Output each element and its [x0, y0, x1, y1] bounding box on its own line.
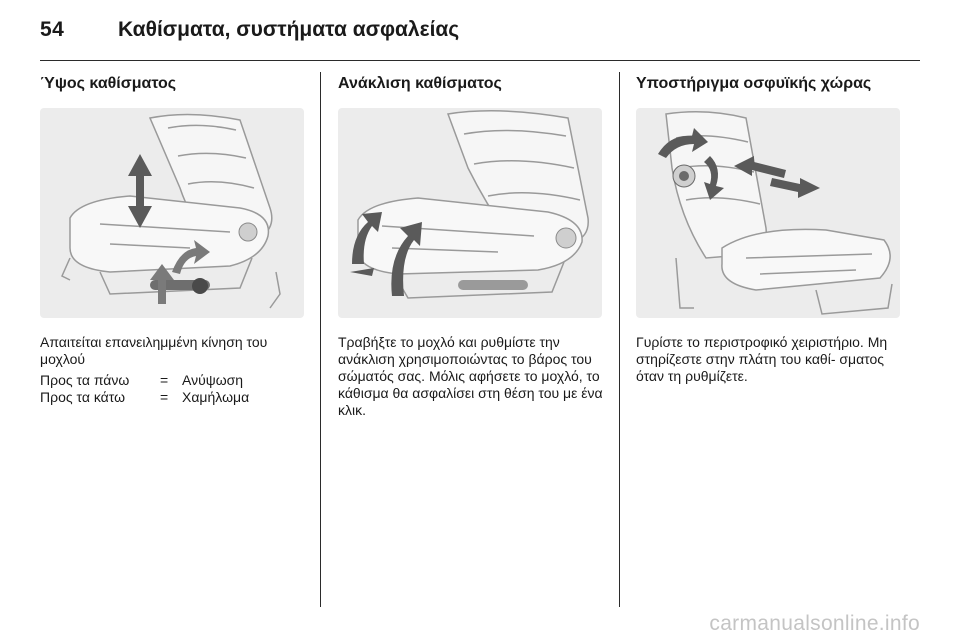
column-divider — [320, 72, 321, 607]
adjustment-definitions — [40, 372, 308, 406]
section-text: Γυρίστε το περιστροφικό χειριστήριο. Μη στηρίζεστε στην πλάτη του καθί- σματος όταν τη ρυθμίζετε. — [636, 334, 888, 384]
definition-value: Χαμήλωμα — [182, 389, 250, 405]
section-text: Τραβήξτε το μοχλό και ρυθμίστε την ανάκλιση χρησιμοποιώντας το βάρος του σώματός σας. Μόλις αφήσετε το μοχλό, το κάθισμα θα ασφαλίσει στη θέση του με ένα κλικ. — [338, 334, 603, 418]
page-number: 54 — [40, 18, 65, 41]
section-lumbar-support — [636, 74, 904, 385]
section-heading: Ανάκλιση καθίσματος — [338, 75, 502, 92]
seat-height-drawing — [40, 108, 304, 318]
section-heading: Ύψος καθίσματος — [40, 75, 177, 92]
seat-height-illustration — [40, 108, 304, 318]
page-header: Καθίσματα, συστήματα ασφαλείας — [118, 18, 460, 41]
definition-term: Προς τα πάνω — [40, 372, 130, 388]
definition-row-down — [40, 389, 308, 406]
column-divider — [619, 72, 620, 607]
watermark: carmanualsonline.info — [709, 612, 920, 635]
section-seat-height — [40, 74, 308, 406]
lumbar-support-illustration — [636, 108, 900, 318]
seat-recline-illustration — [338, 108, 602, 318]
definition-row-up — [40, 372, 308, 389]
section-heading: Υποστήριγμα οσφυϊκής χώρας — [636, 75, 872, 92]
header-rule — [40, 60, 920, 61]
section-text: Απαιτείται επανειλημμένη κίνηση του μοχλού — [40, 334, 268, 367]
lumbar-support-drawing — [636, 108, 900, 318]
seat-recline-drawing — [338, 108, 602, 318]
definition-value: Ανύψωση — [182, 372, 244, 388]
definition-separator: = — [160, 389, 169, 405]
definition-separator: = — [160, 372, 169, 388]
definition-term: Προς τα κάτω — [40, 389, 125, 405]
section-seat-recline — [338, 74, 606, 419]
